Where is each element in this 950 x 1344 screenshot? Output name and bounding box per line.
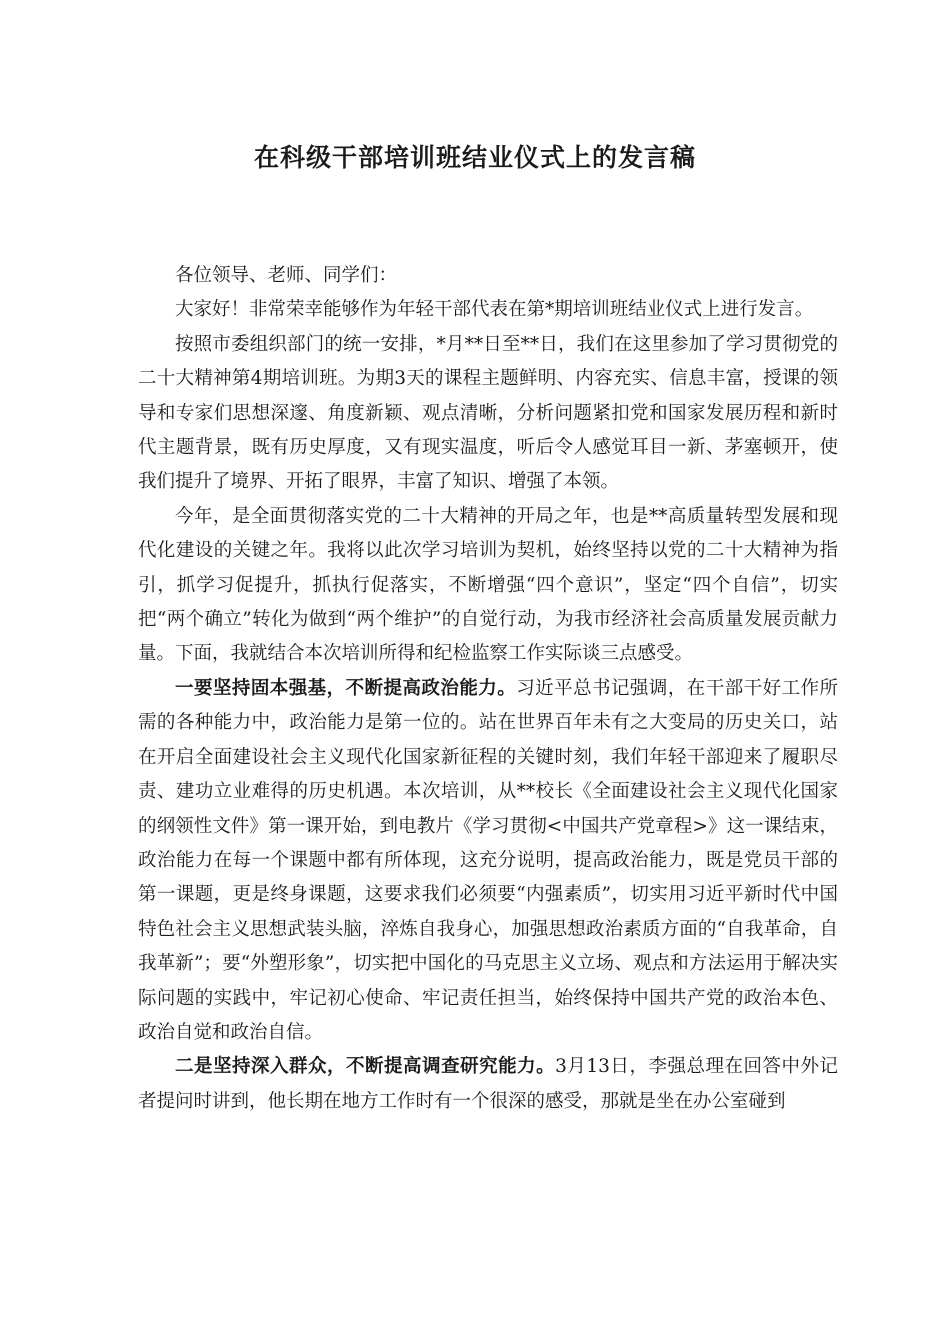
paragraph-text: 大家好！非常荣幸能够作为年轻干部代表在第*期培训班结业仪式上进行发言。 — [175, 299, 814, 321]
paragraph-point-one — [138, 672, 838, 1050]
paragraph-lead: 二是坚持深入群众，不断提高调查研究能力。 — [175, 1056, 556, 1078]
paragraph-this-year — [138, 500, 838, 672]
paragraph-text: 3月13日，李强总理在回答中外记者提问时讲到，他长期在地方工作时有一个很深的感受，那就是坐在办公室碰到 — [138, 1056, 838, 1112]
salutation: 各位领导、老师、同学们： — [175, 265, 398, 286]
document-title: 在科级干部培训班结业仪式上的发言稿 — [253, 143, 696, 172]
paragraph-text: 习近平总书记强调，在干部干好工作所需的各种能力中，政治能力是第一位的。站在世界百年未有之大变局的历史关口，站在开启全面建设社会主义现代化国家新征程的关键时刻，我们年轻干部迎来了履职尽责、建功立业难得的历史机遇。本次培训，从**校长《全面建设社会主义现代化国家的纲领性文件》第一课开始，到电教片《学习贯彻<中国共产党章程>》这一课结束，政治能力在每一个课题中都有所体现，这充分说明，提高政治能力，既是党员干部的第一课题，更是终身课题，这要求我们必须要“内强素质”，切实用习近平新时代中国特色社会主义思想武装头脑，淬炼自我身心，加强思想政治素质方面的“自我革命，自我革新”；要“外塑形象”，切实把中国化的马克思主义立场、观点和方法运用于解决实际问题的实践中，牢记初心使命、牢记责任担当，始终保持中国共产党的政治本色、政治自觉和政治自信。 — [138, 677, 838, 1043]
paragraph-training-overview — [138, 328, 838, 500]
paragraph-greeting — [138, 293, 838, 327]
paragraph-text: 今年，是全面贯彻落实党的二十大精神的开局之年，也是**高质量转型发展和现代化建设的关键之年。我将以此次学习培训为契机，始终坚持以党的二十大精神为指引，抓学习促提升，抓执行促落实，不断增强“四个意识”，坚定“四个自信”，切实把“两个确立”转化为做到“两个维护”的自觉行动，为我市经济社会高质量发展贡献力量。下面，我就结合本次培训所得和纪检监察工作实际谈三点感受。 — [138, 505, 838, 665]
document-body — [138, 259, 838, 1119]
paragraph-lead: 一要坚持固本强基，不断提高政治能力。 — [175, 677, 517, 699]
paragraph-point-two — [138, 1050, 838, 1119]
paragraph-text: 按照市委组织部门的统一安排，*月**日至**日，我们在这里参加了学习贯彻党的二十大精神第4期培训班。为期3天的课程主题鲜明、内容充实、信息丰富，授课的领导和专家们思想深邃、角度新颖、观点清晰，分析问题紧扣党和国家发展历程和新时代主题背景，既有历史厚度，又有现实温度，听后令人感觉耳目一新、茅塞顿开，使我们提升了境界、开拓了眼界，丰富了知识、增强了本领。 — [138, 333, 838, 493]
